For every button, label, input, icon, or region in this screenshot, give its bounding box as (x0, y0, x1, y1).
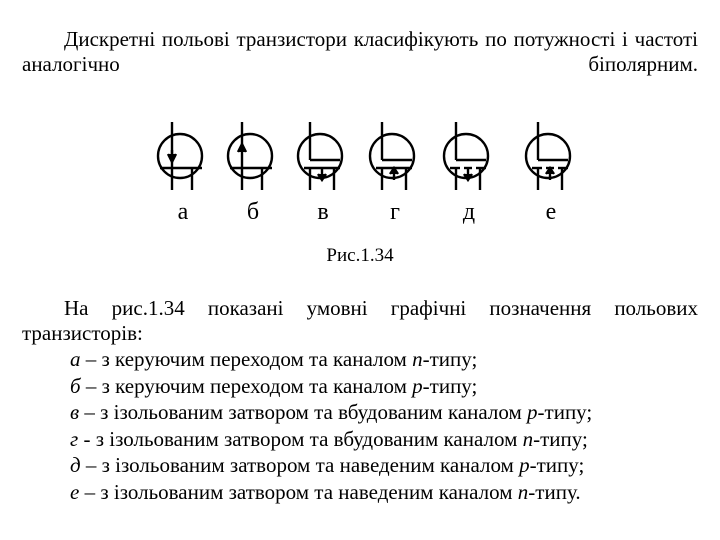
symbol-v-mosfet-depletion-p (298, 122, 342, 190)
symbol-a-jfet-n (158, 122, 202, 190)
list-item: г - з ізольованим затвором та вбудованим каналом n-типу; (70, 426, 588, 451)
symbol-label-d: д (462, 199, 476, 225)
symbol-d-mosfet-enhancement-p (444, 122, 488, 190)
description-line-2: транзисторів: (22, 321, 143, 345)
list-item: б – з керуючим переходом та каналом p-типу; (70, 373, 478, 398)
list-item: в – з ізольованим затвором та вбудованим каналом p-типу; (70, 400, 593, 424)
transistor-symbols-figure (150, 112, 590, 232)
intro-paragraph (22, 27, 698, 77)
symbol-b-jfet-p (228, 122, 272, 190)
symbol-g-mosfet-depletion-n (370, 122, 414, 190)
figure-caption: Рис.1.34 (326, 245, 394, 266)
transistor-types-list (70, 346, 592, 505)
symbol-label-a: а (177, 199, 189, 225)
list-item: а – з керуючим переходом та каналом n-типу; (70, 347, 478, 371)
intro-text: Дискретні польові транзистори класифікують по потужності і частоті аналогічно біполярним. (22, 27, 698, 76)
symbol-label-v: в (317, 199, 329, 225)
description-paragraph (22, 296, 698, 346)
list-item: д – з ізольованим затвором та наведеним каналом p-типу; (70, 453, 585, 477)
symbol-e-mosfet-enhancement-n (526, 122, 570, 190)
symbol-label-e: е (545, 199, 557, 225)
symbol-label-b: б (246, 199, 260, 225)
list-item: е – з ізольованим затвором та наведеним каналом n-типу. (70, 479, 581, 504)
description-line-1: На рис.1.34 показані умовні графічні позначення польових (64, 296, 698, 320)
symbol-label-g: г (390, 199, 400, 225)
